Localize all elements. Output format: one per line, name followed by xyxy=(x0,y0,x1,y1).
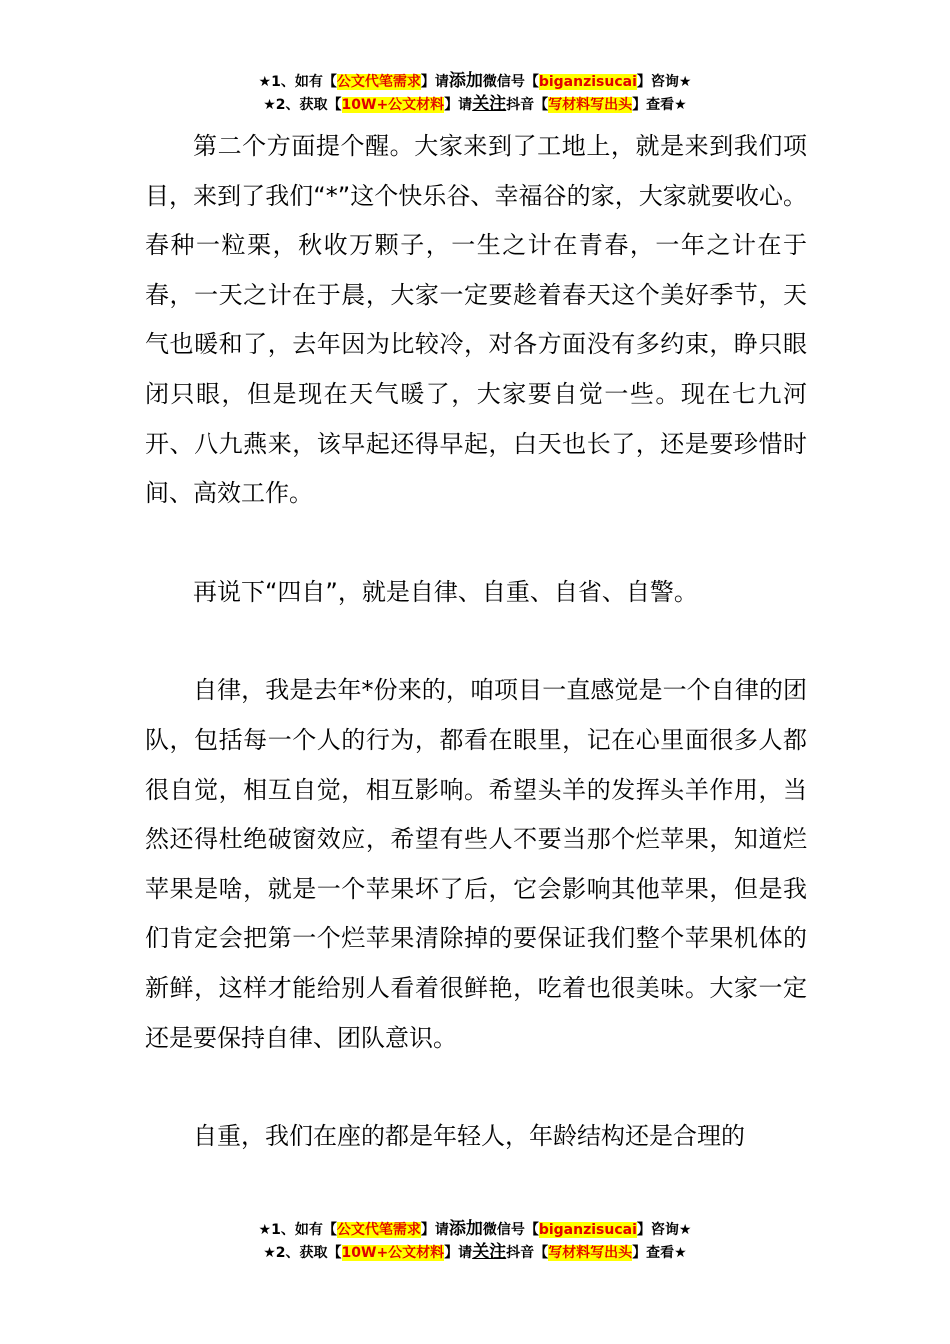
douyin-id: 写材料写出头 xyxy=(548,1245,633,1261)
material-tag: 10W+公文材料 xyxy=(341,97,445,113)
wechat-id: biganzisucai xyxy=(538,1222,637,1238)
service-tag: 公文代笔需求 xyxy=(336,1222,421,1238)
paragraph-self-discipline: 自律，我是去年*份来的，咱项目一直感觉是一个自律的团队，包括每一个人的行为，都看在眼里，记在心里面很多人都很自觉，相互自觉，相互影响。希望头羊的发挥头羊作用，当然还得杜绝破窗效应，希望有些人不要当那个烂苹果，知道烂苹果是啥，就是一个苹果坏了后，它会影响其他苹果，但是我们肯定会把第一个烂苹果清除掉的要保证我们整个苹果机体的新鲜，这样才能给别人看着很鲜艳，吃着也很美味。大家一定还是要保持自律、团队意识。 xyxy=(145,676,807,1052)
banner-line-2: ★2、获取【10W+公文材料】请关注抖音【写材料写出头】查看★ xyxy=(263,94,687,114)
footer-banner xyxy=(0,1218,950,1264)
banner-line-1: ★1、如有【公文代笔需求】请添加微信号【biganzisucai】咨询★ xyxy=(258,71,692,91)
paragraph-self-respect: 自重，我们在座的都是年轻人，年龄结构还是合理的 xyxy=(193,1122,745,1151)
header-banner xyxy=(0,70,950,116)
banner-line-2: ★2、获取【10W+公文材料】请关注抖音【写材料写出头】查看★ xyxy=(263,1242,687,1262)
paragraph-four-self: 再说下“四自”，就是自律、自重、自省、自警。 xyxy=(193,577,698,606)
banner-line-1: ★1、如有【公文代笔需求】请添加微信号【biganzisucai】咨询★ xyxy=(258,1219,692,1239)
document-body xyxy=(145,122,807,1162)
material-tag: 10W+公文材料 xyxy=(341,1245,445,1261)
paragraph-reminder: 第二个方面提个醒。大家来到了工地上，就是来到我们项目，来到了我们“*”这个快乐谷、幸福谷的家，大家就要收心。春种一粒栗，秋收万颗子，一生之计在青春，一年之计在于春，一天之计在于晨，大家一定要趁着春天这个美好季节，天气也暖和了，去年因为比较冷，对各方面没有多约束，睁只眼闭只眼，但是现在天气暖了，大家要自觉一些。现在七九河开、八九燕来，该早起还得早起，白天也长了，还是要珍惜时间、高效工作。 xyxy=(145,132,807,508)
wechat-id: biganzisucai xyxy=(538,74,637,90)
service-tag: 公文代笔需求 xyxy=(336,74,421,90)
douyin-id: 写材料写出头 xyxy=(548,97,633,113)
